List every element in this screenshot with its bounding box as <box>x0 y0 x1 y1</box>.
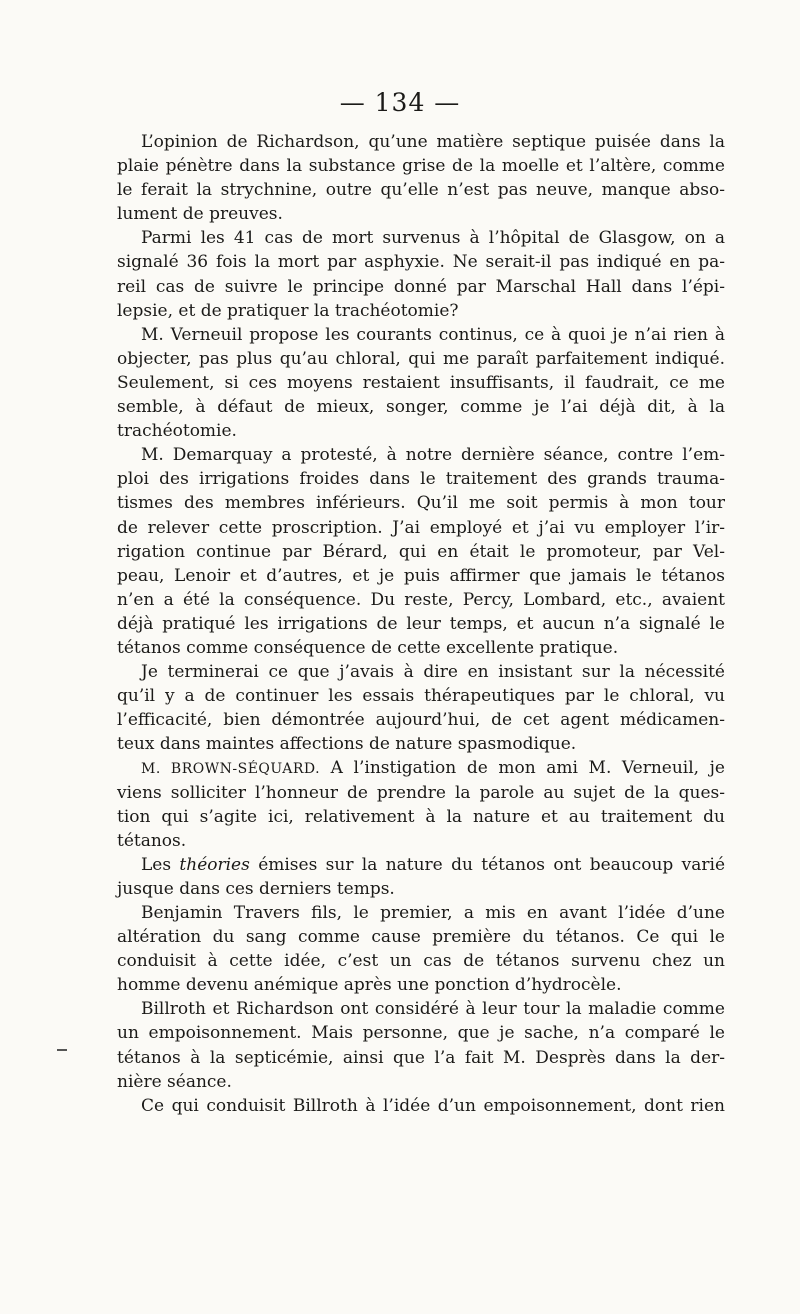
text-segment: jusque dans ces derniers temps. <box>117 878 395 899</box>
text-segment: nière séance. <box>117 1071 232 1092</box>
text-line <box>117 1021 725 1045</box>
text-segment: tétanos. <box>117 830 187 851</box>
text-line <box>117 467 725 491</box>
text-line <box>117 973 725 997</box>
text-segment: Benjamin Travers fils, le premier, a mis en avant l’idée d’une <box>141 903 725 923</box>
text-segment: L’opinion de Richardson, qu’une matière septique puisée dans la <box>141 132 725 152</box>
page-number: — 134 — <box>339 88 461 117</box>
text-segment: Parmi les 41 cas de mort survenus à l’hôpital de Glasgow, on a <box>141 228 725 249</box>
text-line <box>117 660 725 684</box>
text-segment: tismes des membres inférieurs. Qu’il me soit permis à mon tour <box>117 493 725 514</box>
text-line <box>117 323 725 347</box>
text-segment: M. Verneuil propose les courants continus, ce à quoi je n’ai rien à <box>141 324 725 345</box>
text-segment: conduisit à cette idée, c’est un cas de tétanos survenu chez un <box>117 951 725 972</box>
text-line <box>117 443 725 467</box>
text-line <box>117 130 725 154</box>
text-line <box>117 708 725 732</box>
text-line <box>117 202 725 226</box>
text-line <box>117 154 725 178</box>
text-segment: lepsie, et de pratiquer la trachéotomie? <box>117 300 459 321</box>
text-line <box>117 949 725 973</box>
text-segment: émises sur la nature du tétanos ont beaucoup varié <box>249 854 725 875</box>
text-line <box>117 612 725 636</box>
text-line <box>117 877 725 901</box>
text-segment: Billroth et Richardson ont considéré à leur tour la maladie comme <box>141 999 725 1020</box>
text-line <box>117 901 725 925</box>
text-segment: rigation continue par Bérard, qui en était le promoteur, par Vel- <box>117 541 725 562</box>
text-line <box>117 540 725 564</box>
text-segment: n’en a été la conséquence. Du reste, Percy, Lombard, etc., avaient <box>117 589 725 610</box>
text-segment: peau, Lenoir et d’autres, et je puis affirmer que jamais le tétanos <box>117 565 725 586</box>
text-line <box>117 1070 725 1094</box>
speaker-name: M. BROWN-SÉQUARD. <box>141 761 321 778</box>
text-line <box>117 684 725 708</box>
text-line <box>117 997 725 1021</box>
text-segment: reil cas de suivre le principe donné par Marschal Hall dans l’épi- <box>117 276 725 297</box>
text-line <box>117 250 725 274</box>
text-segment: signalé 36 fois la mort par asphyxie. Ne serait-il pas indiqué en pa- <box>117 252 725 273</box>
text-line <box>117 395 725 419</box>
text-line <box>117 1094 725 1118</box>
text-segment: ploi des irrigations froides dans le traitement des grands trauma- <box>117 469 725 490</box>
text-segment: de relever cette proscription. J’ai employé et j’ai vu employer l’ir- <box>117 517 725 538</box>
text-line <box>117 781 725 805</box>
text-segment: Ce qui conduisit Billroth à l’idée d’un empoisonnement, dont rien <box>141 1095 725 1116</box>
text-line <box>117 636 725 660</box>
text-segment: A l’instigation de mon ami M. Verneuil, je <box>320 758 725 779</box>
text-line <box>117 371 725 395</box>
text-line <box>117 491 725 515</box>
text-line <box>117 588 725 612</box>
text-segment: un empoisonnement. Mais personne, que je sache, n’a comparé le <box>117 1023 725 1044</box>
text-line <box>117 853 725 877</box>
text-line <box>117 925 725 949</box>
text-line <box>117 178 725 202</box>
text-segment: semble, à défaut de mieux, songer, comme je l’ai déjà dit, à la <box>117 397 725 418</box>
text-segment: tétanos à la septicémie, ainsi que l’a fait M. Desprès dans la der- <box>117 1047 725 1068</box>
text-line <box>117 1046 725 1070</box>
text-segment: plaie pénètre dans la substance grise de la moelle et l’altère, comme <box>117 156 725 177</box>
text-segment: teux dans maintes affections de nature spasmodique. <box>117 734 577 755</box>
body-text <box>117 130 725 1118</box>
text-segment: M. Demarquay a protesté, à notre dernière séance, contre l’em- <box>141 445 725 466</box>
italic-term: théories <box>179 854 250 875</box>
text-segment: Les <box>141 854 180 875</box>
text-line <box>117 829 725 853</box>
text-line <box>117 564 725 588</box>
text-line <box>117 419 725 443</box>
text-segment: homme devenu anémique après une ponction d’hydrocèle. <box>117 975 622 996</box>
text-line <box>117 347 725 371</box>
text-segment: Seulement, si ces moyens restaient insuffisants, il faudrait, ce me <box>117 372 725 393</box>
text-line <box>117 226 725 250</box>
text-line <box>117 516 725 540</box>
text-segment: objecter, pas plus qu’au chloral, qui me paraît parfaitement indiqué. <box>117 348 725 369</box>
text-segment: tion qui s’agite ici, relativement à la nature et au traitement du <box>117 806 725 827</box>
text-segment: trachéotomie. <box>117 421 237 442</box>
text-line <box>117 299 725 323</box>
text-line <box>117 805 725 829</box>
text-line <box>117 732 725 756</box>
text-segment: déjà pratiqué les irrigations de leur temps, et aucun n’a signalé le <box>117 613 725 634</box>
text-segment: qu’il y a de continuer les essais thérapeutiques par le chloral, vu <box>117 686 725 707</box>
text-segment: altération du sang comme cause première du tétanos. Ce qui le <box>117 927 725 948</box>
text-line <box>117 756 725 780</box>
text-segment: le ferait la strychnine, outre qu’elle n’est pas neuve, manque abso- <box>117 180 725 201</box>
text-segment: l’efficacité, bien démontrée aujourd’hui, de cet agent médicamen- <box>117 710 725 731</box>
text-segment: tétanos comme conséquence de cette excellente pratique. <box>117 637 619 658</box>
text-segment: viens solliciter l’honneur de prendre la parole au sujet de la ques- <box>117 782 725 803</box>
margin-mark <box>57 1049 67 1051</box>
text-segment: lument de preuves. <box>117 204 283 225</box>
text-segment: Je terminerai ce que j’avais à dire en insistant sur la nécessité <box>141 662 725 683</box>
text-line <box>117 275 725 299</box>
